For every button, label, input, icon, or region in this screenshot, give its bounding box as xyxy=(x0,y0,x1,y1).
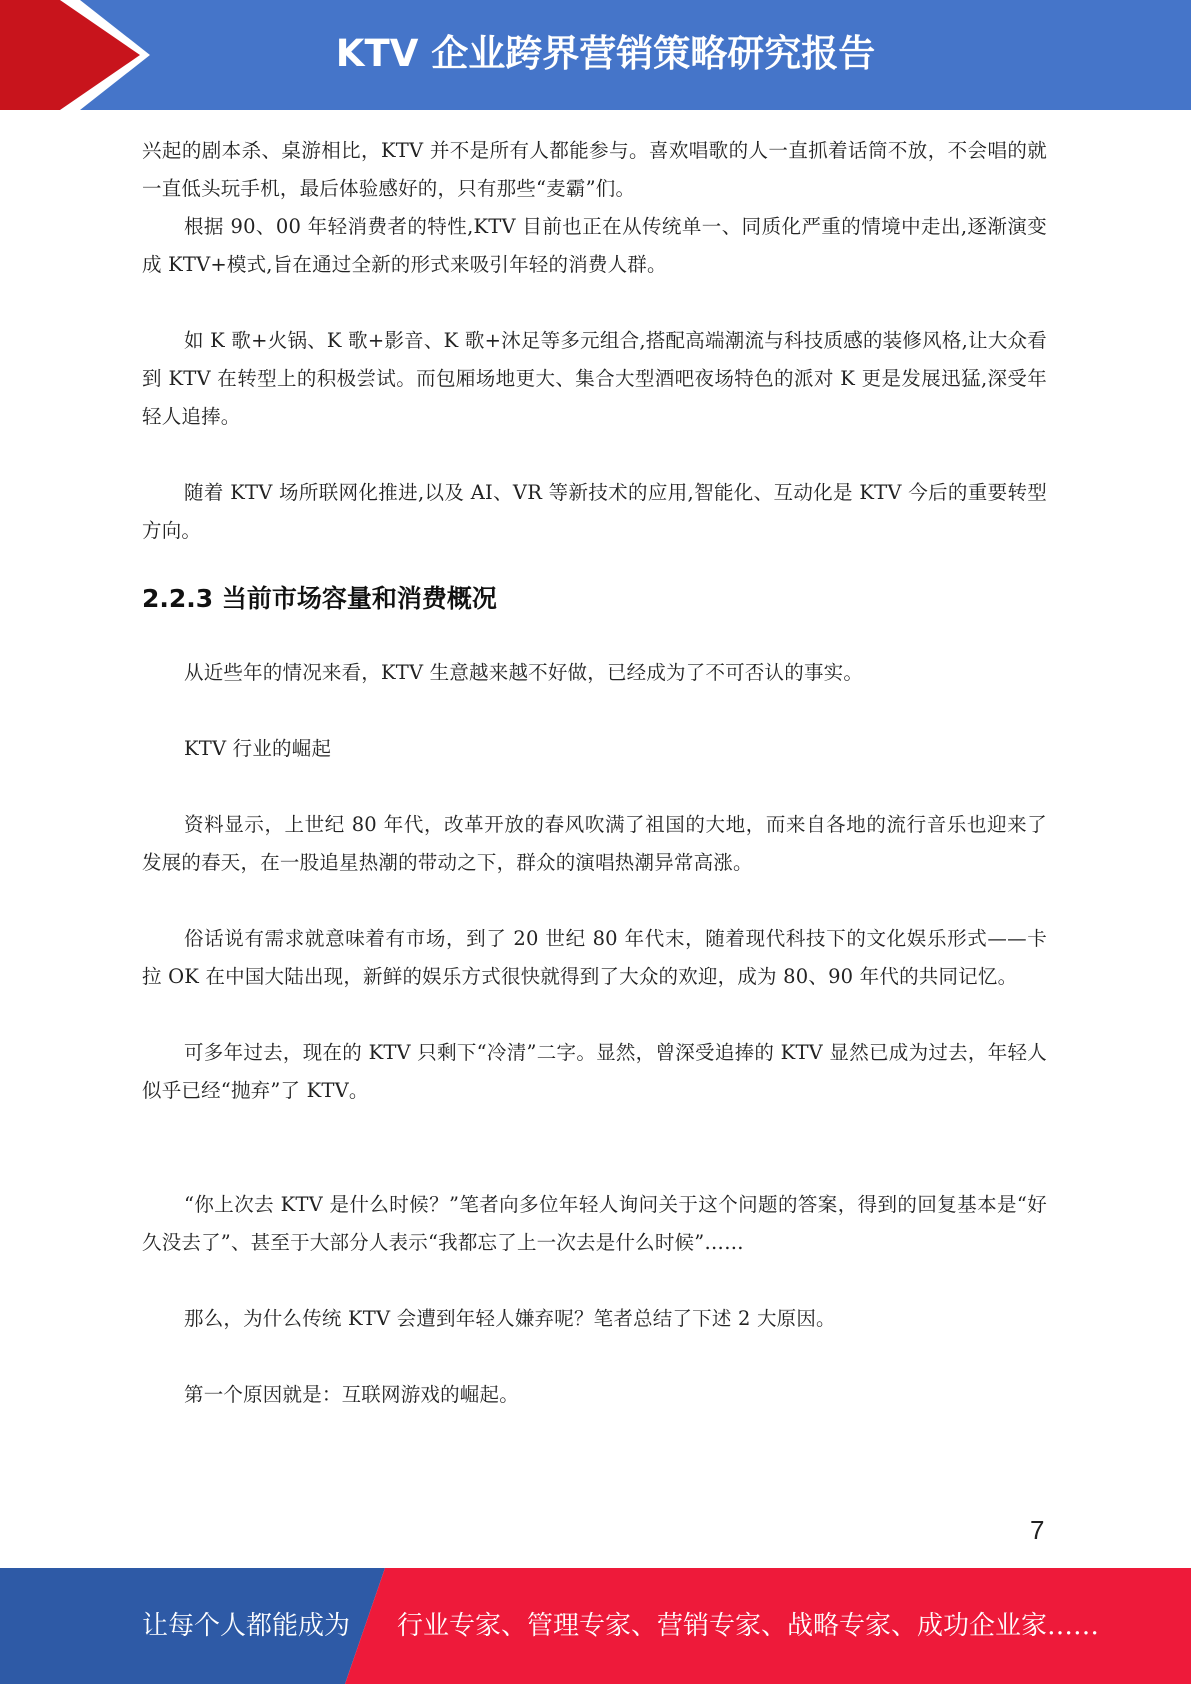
paragraph-4: 随着 KTV 场所联网化推进,以及 AI、VR 等新技术的应用,智能化、互动化是 KTV 今后的重要转型方向。 xyxy=(142,481,1047,542)
section-heading: 2.2.3 当前市场容量和消费概况 xyxy=(142,584,497,613)
subheading-ktv-rise: KTV 行业的崛起 xyxy=(184,737,332,760)
paragraph-5: 从近些年的情况来看，KTV 生意越来越不好做，已经成为了不可否认的事实。 xyxy=(184,661,864,684)
paragraph-10: “你上次去 KTV 是什么时候？”笔者向多位年轻人询问关于这个问题的答案，得到的回复基本是“好久没去了”、甚至于大部分人表示“我都忘了上一次去是什么时候”…… xyxy=(142,1193,1047,1254)
paragraph-12: 第一个原因就是：互联网游戏的崛起。 xyxy=(184,1383,519,1406)
paragraph-3: 如 K 歌+火锅、K 歌+影音、K 歌+沐足等多元组合,搭配高端潮流与科技质感的装修风格,让大众看到 KTV 在转型上的积极尝试。而包厢场地更大、集合大型酒吧夜场特色的派对 K 更是发展迅猛,深受年轻人追捧。 xyxy=(142,329,1047,428)
page-number: 7 xyxy=(1030,1515,1045,1545)
page-footer xyxy=(0,1568,1191,1684)
paragraph-9: 可多年过去，现在的 KTV 只剩下“冷清”二字。显然，曾深受追捧的 KTV 显然已成为过去，年轻人似乎已经“抛弃”了 KTV。 xyxy=(142,1041,1047,1102)
paragraph-8: 俗话说有需求就意味着有市场，到了 20 世纪 80 年代末，随着现代科技下的文化娱乐形式——卡拉 OK 在中国大陆出现，新鲜的娱乐方式很快就得到了大众的欢迎，成为 80、90 年代的共同记忆。 xyxy=(142,927,1047,988)
page-header xyxy=(0,0,1191,110)
paragraph-11: 那么，为什么传统 KTV 会遭到年轻人嫌弃呢？笔者总结了下述 2 大原因。 xyxy=(184,1307,836,1330)
paragraph-7: 资料显示，上世纪 80 年代，改革开放的春风吹满了祖国的大地，而来自各地的流行音乐也迎来了发展的春天，在一股追星热潮的带动之下，群众的演唱热潮异常高涨。 xyxy=(142,813,1047,874)
paragraph-1: 兴起的剧本杀、桌游相比，KTV 并不是所有人都能参与。喜欢唱歌的人一直抓着话筒不放，不会唱的就一直低头玩手机，最后体验感好的，只有那些“麦霸”们。 xyxy=(142,139,1047,200)
page-body xyxy=(142,132,1047,1414)
footer-slogan-left: 让每个人都能成为 xyxy=(142,1611,351,1641)
report-title: KTV 企业跨界营销策略研究报告 xyxy=(335,32,876,75)
footer-slogan-right: 行业专家、管理专家、营销专家、战略专家、成功企业家…… xyxy=(397,1611,1100,1641)
paragraph-2: 根据 90、00 年轻消费者的特性,KTV 目前也正在从传统单一、同质化严重的情境中走出,逐渐演变成 KTV+模式,旨在通过全新的形式来吸引年轻的消费人群。 xyxy=(142,215,1047,276)
